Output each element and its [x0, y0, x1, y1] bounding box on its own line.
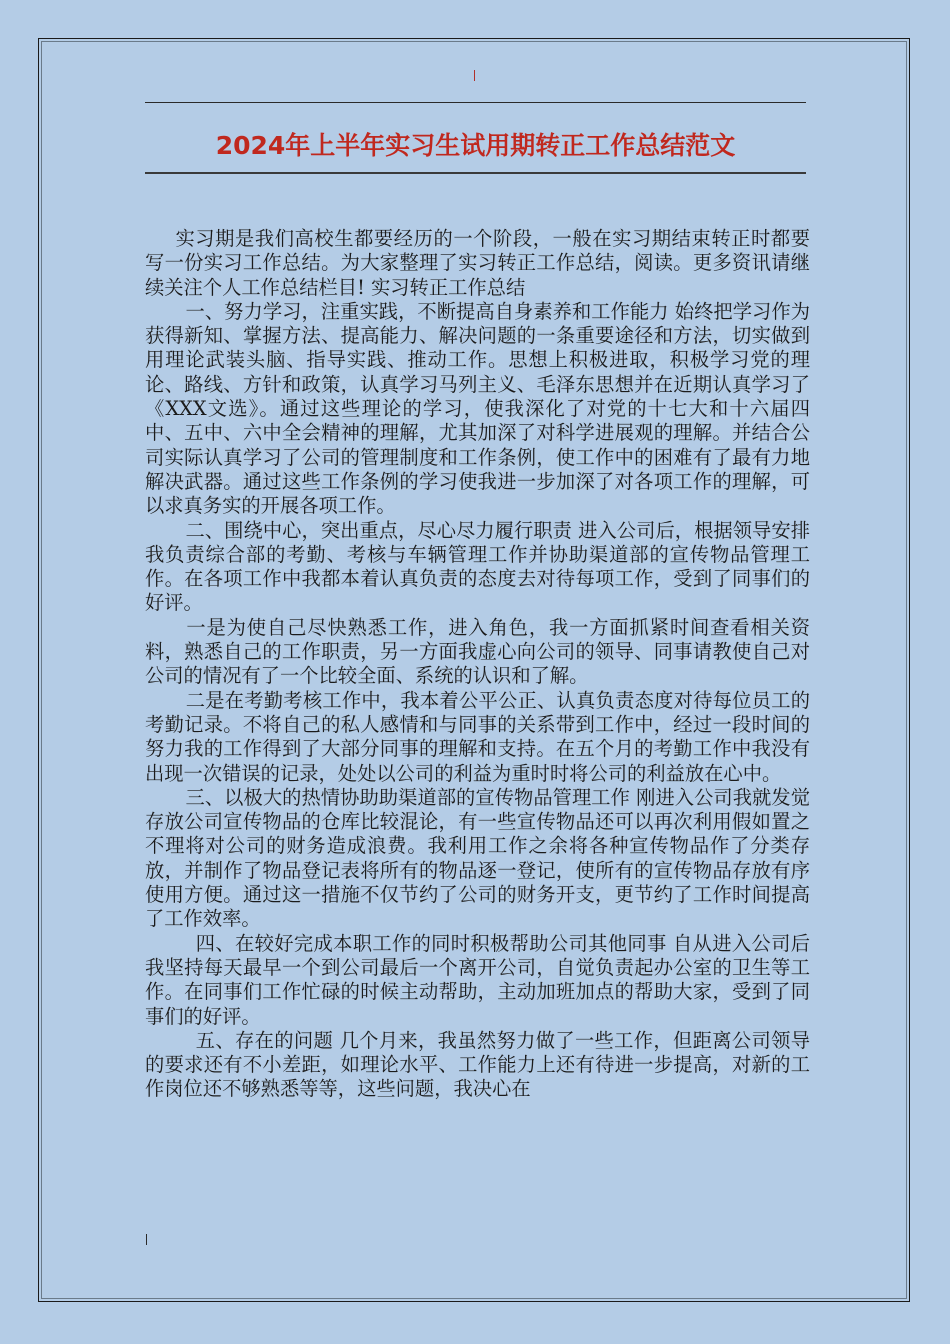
document-body	[145, 227, 810, 1102]
header-marker	[474, 70, 475, 81]
paragraph-section-4: 四、在较好完成本职工作的同时积极帮助公司其他同事 自从进入公司后我坚持每天最早一个到公司最后一个离开公司，自觉负责起办公室的卫生等工作。在同事们工作忙碌的时候主动帮助，主动加班加点的帮助大家，受到了同事们的好评。	[145, 931, 810, 1028]
footer-marker	[146, 1234, 147, 1245]
header-rule	[145, 102, 806, 103]
paragraph-section-3: 三、以极大的热情协助助渠道部的宣传物品管理工作 刚进入公司我就发觉存放公司宣传物品的仓库比较混论，有一些宣传物品还可以再次利用假如置之不理将对公司的财务造成浪费。我利用工作之余将各种宣传物品作了分类存放，并制作了物品登记表将所有的物品逐一登记，使所有的宣传物品存放有序使用方便。通过这一措施不仅节约了公司的财务开支，更节约了工作时间提高了工作效率。	[145, 785, 810, 931]
paragraph-section-1: 一、努力学习，注重实践，不断提高自身素养和工作能力 始终把学习作为获得新知、掌握方法、提高能力、解决问题的一条重要途径和方法，切实做到用理论武装头脑、指导实践、推动工作。思想上积极进取，积极学习党的理论、路线、方针和政策，认真学习马列主义、毛泽东思想并在近期认真学习了《XXX文选》。通过这些理论的学习，使我深化了对党的十七大和十六届四中、五中、六中全会精神的理解，尤其加深了对科学进展观的理解。并结合公司实际认真学习了公司的管理制度和工作条例，使工作中的困难有了最有力地解决武器。通过这些工作条例的学习使我进一步加深了对各项工作的理解，可以求真务实的开展各项工作。	[145, 299, 810, 518]
paragraph-section-5: 五、存在的问题 几个月来，我虽然努力做了一些工作，但距离公司领导的要求还有不小差距，如理论水平、工作能力上还有待进一步提高，对新的工作岗位还不够熟悉等等，这些问题，我决心在	[145, 1028, 810, 1101]
paragraph-section-2-point-2: 二是在考勤考核工作中，我本着公平公正、认真负责态度对待每位员工的考勤记录。不将自己的私人感情和与同事的关系带到工作中，经过一段时间的努力我的工作得到了大部分同事的理解和支持。在五个月的考勤工作中我没有出现一次错误的记录，处处以公司的利益为重时时将公司的利益放在心中。	[145, 688, 810, 785]
title-rule	[145, 172, 806, 174]
paragraph-section-2: 二、围绕中心，突出重点，尽心尽力履行职责 进入公司后，根据领导安排我负责综合部的考勤、考核与车辆管理工作并协助渠道部的宣传物品管理工作。在各项工作中我都本着认真负责的态度去对待每项工作，受到了同事们的好评。	[145, 518, 810, 615]
paragraph-section-2-point-1: 一是为使自己尽快熟悉工作，进入角色，我一方面抓紧时间查看相关资料，熟悉自己的工作职责，另一方面我虚心向公司的领导、同事请教使自己对公司的情况有了一个比较全面、系统的认识和了解。	[145, 615, 810, 688]
document-title: 2024年上半年实习生试用期转正工作总结范文	[215, 131, 736, 160]
paragraph-intro: 实习期是我们高校生都要经历的一个阶段，一般在实习期结束转正时都要写一份实习工作总结。为大家整理了实习转正工作总结，阅读。更多资讯请继续关注个人工作总结栏目! 实习转正工作总结	[145, 227, 810, 299]
